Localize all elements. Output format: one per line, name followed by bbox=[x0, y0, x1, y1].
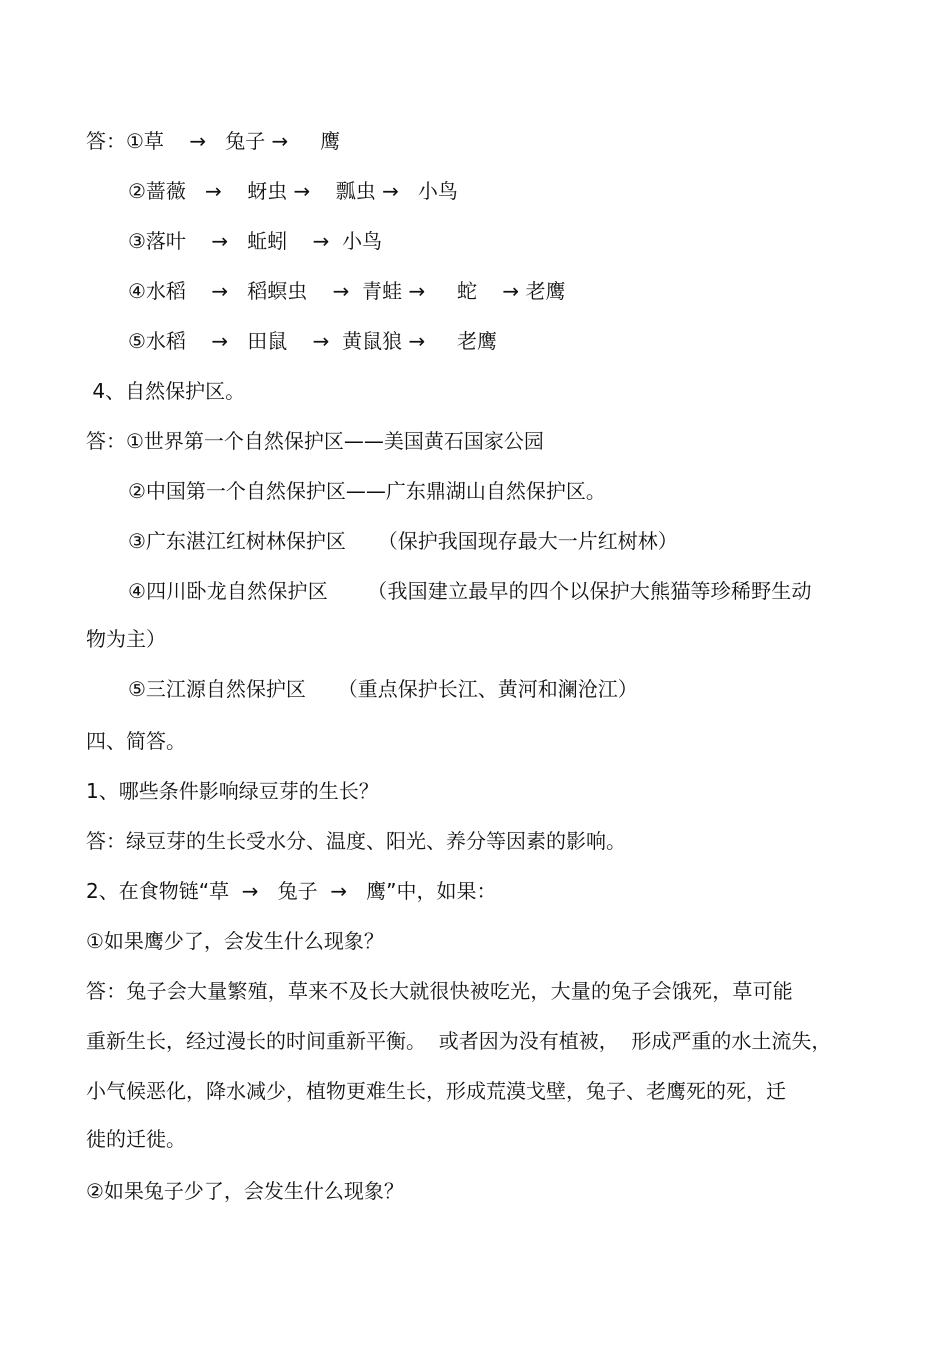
reserve-4-continued: 物为主） bbox=[86, 627, 166, 651]
question-2-part-2: ②如果兔子少了，会发生什么现象？ bbox=[86, 1179, 404, 1203]
question-2-part-1: ①如果鹰少了，会发生什么现象？ bbox=[86, 929, 384, 953]
answer-reserve-1: 答：①世界第一个自然保护区——美国黄石国家公园 bbox=[86, 429, 544, 453]
food-chain-4: ④水稻 → 稻螟虫 → 青蛙 → 蛇 → 老鹰 bbox=[128, 279, 566, 303]
food-chain-3: ③落叶 → 蚯蚓 → 小鸟 bbox=[128, 229, 383, 253]
food-chain-2: ②蔷薇 → 蚜虫 → 瓢虫 → 小鸟 bbox=[128, 179, 458, 203]
reserve-5: ⑤三江源自然保护区 （重点保护长江、黄河和澜沧江） bbox=[128, 677, 638, 701]
answer-2-line-4: 徙的迁徙。 bbox=[86, 1127, 186, 1151]
answer-2-line-2: 重新生长，经过漫长的时间重新平衡。 或者因为没有植被， 形成严重的水土流失， bbox=[86, 1029, 832, 1053]
reserve-2: ②中国第一个自然保护区——广东鼎湖山自然保护区。 bbox=[128, 479, 606, 503]
section-heading-short-answer: 四、简答。 bbox=[86, 729, 186, 753]
reserve-3: ③广东湛江红树林保护区 （保护我国现存最大一片红树林） bbox=[128, 529, 678, 553]
reserve-4: ④四川卧龙自然保护区 （我国建立最早的四个以保护大熊猫等珍稀野生动 bbox=[128, 579, 812, 603]
food-chain-5: ⑤水稻 → 田鼠 → 黄鼠狼 → 老鹰 bbox=[128, 329, 497, 353]
question-2: 2、在食物链“草 → 兔子 → 鹰”中，如果： bbox=[86, 879, 497, 903]
answer-1: 答：绿豆芽的生长受水分、温度、阳光、养分等因素的影响。 bbox=[86, 829, 626, 853]
answer-2-line-3: 小气候恶化，降水减少，植物更难生长，形成荒漠戈壁，兔子、老鹰死的死，迁 bbox=[86, 1079, 786, 1103]
question-nature-reserves: 4、自然保护区。 bbox=[86, 379, 246, 403]
answer-food-chain-1: 答：①草 → 兔子 → 鹰 bbox=[86, 129, 341, 153]
answer-2-line-1: 答：兔子会大量繁殖，草来不及长大就很快被吃光，大量的兔子会饿死，草可能 bbox=[86, 979, 793, 1003]
question-1: 1、哪些条件影响绿豆芽的生长？ bbox=[86, 779, 379, 803]
